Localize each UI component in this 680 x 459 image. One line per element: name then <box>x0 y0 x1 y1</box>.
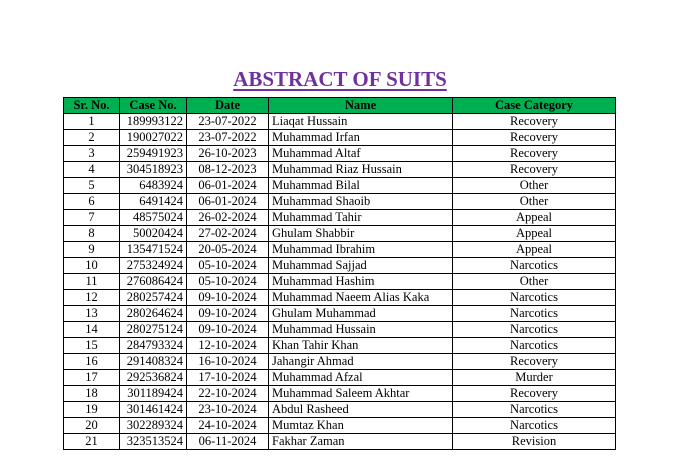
name-cell: Fakhar Zaman <box>269 434 453 450</box>
date-cell: 27-02-2024 <box>187 226 269 242</box>
date-cell: 06-01-2024 <box>187 194 269 210</box>
name-cell: Jahangir Ahmad <box>269 354 453 370</box>
date-cell: 05-10-2024 <box>187 258 269 274</box>
sr-no-cell: 2 <box>64 130 120 146</box>
date-cell: 06-01-2024 <box>187 178 269 194</box>
case-category-cell: Narcotics <box>453 258 616 274</box>
date-cell: 20-05-2024 <box>187 242 269 258</box>
case-no-cell: 291408324 <box>120 354 187 370</box>
name-cell: Muhammad Hussain <box>269 322 453 338</box>
case-no-cell: 135471524 <box>120 242 187 258</box>
case-no-cell: 50020424 <box>120 226 187 242</box>
case-category-cell: Appeal <box>453 226 616 242</box>
case-category-cell: Appeal <box>453 242 616 258</box>
table-row <box>64 114 616 130</box>
name-cell: Muhammad Tahir <box>269 210 453 226</box>
case-no-cell: 302289324 <box>120 418 187 434</box>
sr-no-cell: 3 <box>64 146 120 162</box>
date-cell: 16-10-2024 <box>187 354 269 370</box>
case-category-cell: Narcotics <box>453 290 616 306</box>
column-header-name: Name <box>269 98 453 114</box>
case-category-cell: Other <box>453 194 616 210</box>
sr-no-cell: 5 <box>64 178 120 194</box>
name-cell: Mumtaz Khan <box>269 418 453 434</box>
sr-no-cell: 7 <box>64 210 120 226</box>
name-cell: Muhammad Ibrahim <box>269 242 453 258</box>
table-row <box>64 434 616 450</box>
case-no-cell: 292536824 <box>120 370 187 386</box>
suits-table <box>63 97 616 450</box>
table-row <box>64 370 616 386</box>
sr-no-cell: 12 <box>64 290 120 306</box>
table-row <box>64 226 616 242</box>
table-row <box>64 242 616 258</box>
sr-no-cell: 10 <box>64 258 120 274</box>
case-category-cell: Other <box>453 178 616 194</box>
table-row <box>64 402 616 418</box>
column-header-date: Date <box>187 98 269 114</box>
case-no-cell: 48575024 <box>120 210 187 226</box>
date-cell: 09-10-2024 <box>187 322 269 338</box>
case-no-cell: 190027022 <box>120 130 187 146</box>
table-row <box>64 274 616 290</box>
table-row <box>64 258 616 274</box>
table-row <box>64 130 616 146</box>
sr-no-cell: 19 <box>64 402 120 418</box>
table-row <box>64 290 616 306</box>
table-row <box>64 322 616 338</box>
date-cell: 22-10-2024 <box>187 386 269 402</box>
date-cell: 09-10-2024 <box>187 290 269 306</box>
date-cell: 08-12-2023 <box>187 162 269 178</box>
name-cell: Ghulam Shabbir <box>269 226 453 242</box>
case-category-cell: Appeal <box>453 210 616 226</box>
name-cell: Abdul Rasheed <box>269 402 453 418</box>
date-cell: 26-10-2023 <box>187 146 269 162</box>
sr-no-cell: 14 <box>64 322 120 338</box>
case-no-cell: 280257424 <box>120 290 187 306</box>
case-no-cell: 276086424 <box>120 274 187 290</box>
name-cell: Muhammad Naeem Alias Kaka <box>269 290 453 306</box>
date-cell: 26-02-2024 <box>187 210 269 226</box>
case-category-cell: Other <box>453 274 616 290</box>
name-cell: Muhammad Riaz Hussain <box>269 162 453 178</box>
sr-no-cell: 18 <box>64 386 120 402</box>
case-category-cell: Recovery <box>453 354 616 370</box>
date-cell: 05-10-2024 <box>187 274 269 290</box>
sr-no-cell: 17 <box>64 370 120 386</box>
case-no-cell: 189993122 <box>120 114 187 130</box>
case-no-cell: 6483924 <box>120 178 187 194</box>
case-no-cell: 280264624 <box>120 306 187 322</box>
name-cell: Muhammad Saleem Akhtar <box>269 386 453 402</box>
case-category-cell: Narcotics <box>453 322 616 338</box>
sr-no-cell: 6 <box>64 194 120 210</box>
case-category-cell: Revision <box>453 434 616 450</box>
case-category-cell: Recovery <box>453 162 616 178</box>
name-cell: Ghulam Muhammad <box>269 306 453 322</box>
case-no-cell: 301461424 <box>120 402 187 418</box>
case-category-cell: Narcotics <box>453 338 616 354</box>
case-category-cell: Narcotics <box>453 402 616 418</box>
name-cell: Muhammad Bilal <box>269 178 453 194</box>
table-row <box>64 338 616 354</box>
name-cell: Muhammad Altaf <box>269 146 453 162</box>
case-no-cell: 284793324 <box>120 338 187 354</box>
page-title: ABSTRACT OF SUITS <box>233 67 447 91</box>
case-category-cell: Recovery <box>453 146 616 162</box>
table-row <box>64 194 616 210</box>
case-category-cell: Murder <box>453 370 616 386</box>
case-no-cell: 304518923 <box>120 162 187 178</box>
date-cell: 17-10-2024 <box>187 370 269 386</box>
date-cell: 06-11-2024 <box>187 434 269 450</box>
name-cell: Khan Tahir Khan <box>269 338 453 354</box>
date-cell: 09-10-2024 <box>187 306 269 322</box>
name-cell: Liaqat Hussain <box>269 114 453 130</box>
sr-no-cell: 1 <box>64 114 120 130</box>
case-no-cell: 301189424 <box>120 386 187 402</box>
sr-no-cell: 16 <box>64 354 120 370</box>
column-header-case-category: Case Category <box>453 98 616 114</box>
column-header-sr-no: Sr. No. <box>64 98 120 114</box>
name-cell: Muhammad Sajjad <box>269 258 453 274</box>
sr-no-cell: 9 <box>64 242 120 258</box>
date-cell: 23-07-2022 <box>187 130 269 146</box>
name-cell: Muhammad Shaoib <box>269 194 453 210</box>
name-cell: Muhammad Irfan <box>269 130 453 146</box>
sr-no-cell: 21 <box>64 434 120 450</box>
case-category-cell: Recovery <box>453 386 616 402</box>
sr-no-cell: 4 <box>64 162 120 178</box>
table-body <box>64 114 616 450</box>
sr-no-cell: 11 <box>64 274 120 290</box>
case-category-cell: Narcotics <box>453 418 616 434</box>
case-category-cell: Recovery <box>453 114 616 130</box>
table-row <box>64 386 616 402</box>
case-no-cell: 6491424 <box>120 194 187 210</box>
column-header-case-no: Case No. <box>120 98 187 114</box>
table-row <box>64 418 616 434</box>
sr-no-cell: 15 <box>64 338 120 354</box>
case-no-cell: 259491923 <box>120 146 187 162</box>
date-cell: 12-10-2024 <box>187 338 269 354</box>
case-no-cell: 280275124 <box>120 322 187 338</box>
table-row <box>64 146 616 162</box>
sr-no-cell: 8 <box>64 226 120 242</box>
table-row <box>64 210 616 226</box>
date-cell: 23-10-2024 <box>187 402 269 418</box>
case-category-cell: Recovery <box>453 130 616 146</box>
case-no-cell: 275324924 <box>120 258 187 274</box>
table-row <box>64 306 616 322</box>
table-header-row <box>64 98 616 114</box>
table-row <box>64 178 616 194</box>
sr-no-cell: 13 <box>64 306 120 322</box>
case-no-cell: 323513524 <box>120 434 187 450</box>
date-cell: 23-07-2022 <box>187 114 269 130</box>
name-cell: Muhammad Afzal <box>269 370 453 386</box>
table-row <box>64 354 616 370</box>
sr-no-cell: 20 <box>64 418 120 434</box>
case-category-cell: Narcotics <box>453 306 616 322</box>
date-cell: 24-10-2024 <box>187 418 269 434</box>
table-row <box>64 162 616 178</box>
name-cell: Muhammad Hashim <box>269 274 453 290</box>
